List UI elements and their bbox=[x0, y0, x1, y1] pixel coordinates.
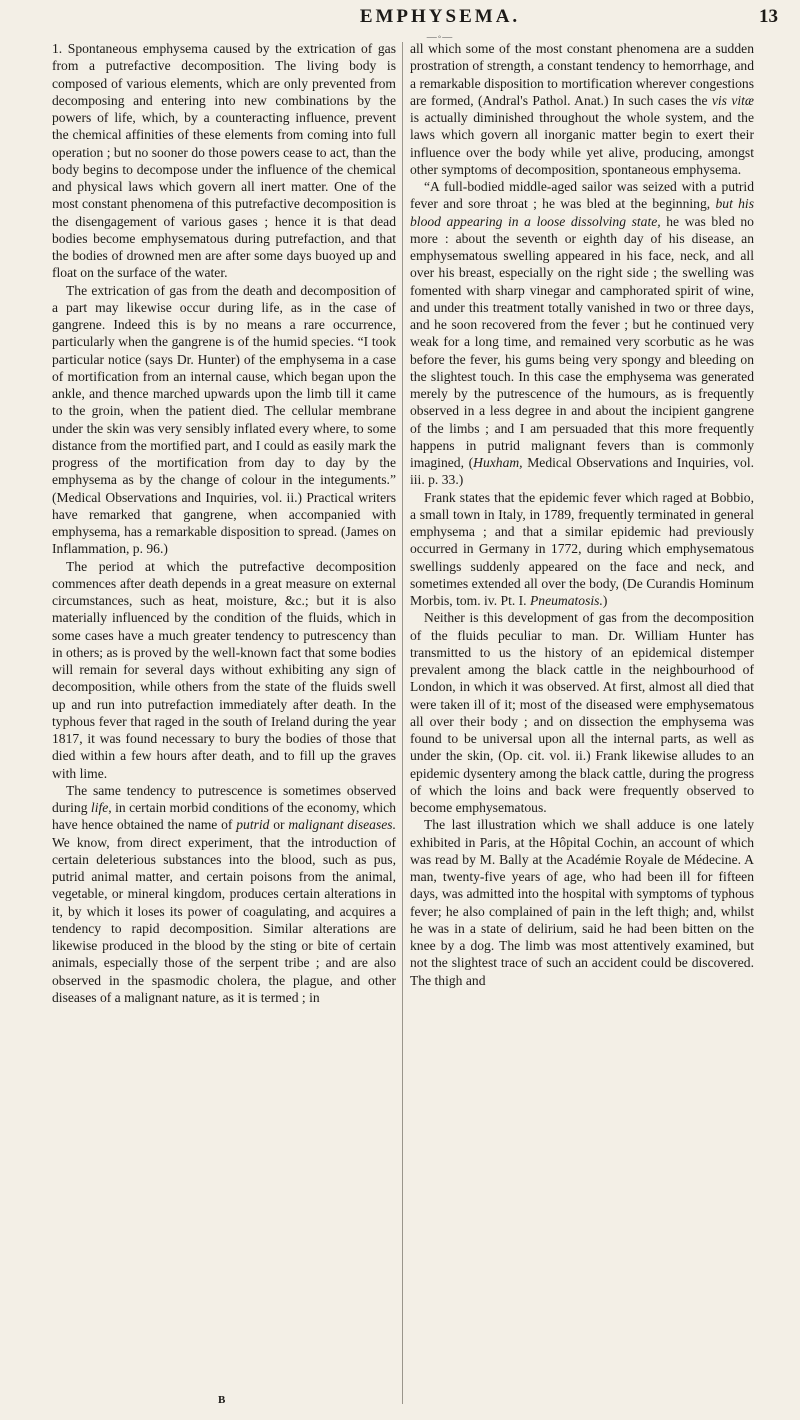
paragraph-gangrene: The extrication of gas from the death and decomposition of a part may likewise occur during life, as in the case of gangrene. Indeed this is by no means a rare occurrence, particularly when the gangrene is of the humid species. “I took particular notice (says Dr. Hunter) of the emphysema in a case of mortification from an internal cause, which began upon the ankle, and thence marched upwards upon the limb till it came to the groin, when the patient died. The cellular membrane under the skin was very sensibly inflated every where, to some distance from the mortified part, and I could as easily mark the progress of the mortification from day to day by the emphysema as by the change of colour in the integuments.” (Medical Observations and Inquiries, vol. ii.) Practical writers have remarked that gangrene, when accompanied with emphysema, has a remarkable disposition to spread. (James on Inflammation, p. 96.) bbox=[52, 282, 396, 557]
italic-life: life bbox=[90, 800, 109, 815]
paragraph-cattle-distemper: Neither is this development of gas from the decomposition of the fluids peculiar to man. Dr. William Hunter has transmitted to us the history of an epidemical distemper prevalent among the black cattle in the neighbourhood of London, in which it was observed. At first, almost all died that were taken ill of it; most of the diseased were emphysematous all over their body ; and on dissection the emphysema was found to be universal upon all the internal parts, as well as under the skin, (Op. cit. vol. ii.) Frank likewise alludes to an epidemic dysentery among the black cattle, during the progress of which the loins and back were frequently observed to become emphysematous. bbox=[410, 610, 754, 815]
page-header bbox=[90, 6, 790, 43]
text-run: “A full-bodied middle-aged sailor was seized with a putrid fever and sore throat ; he was bled at the beginning, bbox=[410, 179, 754, 212]
text-run: , in certain morbid conditions of the economy, which have hence obtained the name of bbox=[52, 800, 397, 833]
paragraph-spontaneous-emphysema: 1. Spontaneous emphysema caused by the extrication of gas from a putrefactive decomposition. The living body is composed of various elements, which are only prevented from decomposing and entering into new combinations by the powers of life, which, by a counteracting influence, prevent the chemical affinities of these elements from coming into full operation ; but no sooner do those powers cease to act, than the body begins to decompose under the influence of the chemical and physical laws which govern all inert matter. One of the most constant phenomena of this putrefactive decomposition is the disengagement of various gases ; hence it is that dead bodies become emphysematous during putrefaction, and that the bodies of drowned men are after some days buoyed up and float on the surface of the water. bbox=[52, 41, 396, 281]
paragraph-hopital-cochin: The last illustration which we shall adduce is one lately exhibited in Paris, at the Hôpital Cochin, an account of which was read by M. Bally at the Académie Royale de Médecine. A man, twenty-five years of age, who had been ill for fifteen days, was admitted into the hospital with symptoms of typhous fever; he also complained of pain in the left thigh; and, whilst he was in a state of delirium, said he had been bitten on the knee by a dog. The limb was most attentively examined, but not the slightest trace of such an accident could be discovered. The thigh and bbox=[410, 817, 754, 988]
text-run: Frank states that the epidemic fever which raged at Bobbio, a small town in Italy, in 1789, frequently terminated in general emphysema ; and that a similar epidemic had previously occurred in Germany in 1772, during which emphysematous swellings suddenly appeared on the face and neck, and sometimes extended all over the body, (De Curandis Hominum Morbis, tom. iv. Pt. I. bbox=[410, 489, 754, 608]
text-run: or bbox=[269, 817, 289, 833]
text-run: Medical Observations and Inquiries, vol. iii. p. 33.) bbox=[410, 455, 754, 488]
left-column bbox=[52, 40, 396, 1006]
italic-pneumatosis: Pneumatosis. bbox=[529, 593, 603, 608]
text-run: ) bbox=[602, 593, 608, 608]
paragraph-sailor-case bbox=[410, 178, 754, 489]
paragraph-frank-epidemic bbox=[410, 489, 754, 610]
signature-mark: B bbox=[218, 1394, 226, 1406]
paragraph-malignant-diseases bbox=[52, 782, 396, 1006]
column-divider bbox=[402, 42, 403, 1404]
text-run: The same tendency to putrescence is sometimes observed during bbox=[52, 782, 396, 815]
text-run: is actually diminished throughout the whole system, and the laws which govern all inorganic matter begin to exert their influence over the body while yet alive, producing, amongst other symptoms of decomposition, spontaneous emphysema. bbox=[410, 110, 754, 177]
paragraph-continuation bbox=[410, 40, 754, 178]
italic-malignant: malignant diseases. bbox=[288, 817, 396, 833]
text-run: We know, from direct experiment, that the introduction of certain deleterious substances into the blood, such as pus, putrid animal matter, and certain poisons from the animal, vegetable, or mineral kingdom, produces certain alterations in it, by which it loses its power of coagulating, and acquires a tendency to rapid decomposition. Similar alterations are likewise produced in the blood by the sting or bite of certain animals, especially those of the serpent tribe ; and are also observed in the spasmodic cholera, the plague, and other diseases of a malignant nature, as it is termed ; in bbox=[52, 834, 396, 1005]
paragraph-putrefaction-period: The period at which the putrefactive decomposition commences after death depends in a great measure on external circumstances, such as heat, moisture, &c.; but it is also materially influenced by the condition of the fluids, which in some cases have a much greater tendency to putrescency than in others; as is proved by the well-known fact that some bodies will remain for several days without exhibiting any sign of decomposition, while others from the state of the fluids swell up and run into putrefaction immediately after death. In the typhous fever that raged in the south of Ireland during the year 1817, it was found necessary to bury the bodies of those that died within a few hours after death, and to fill up the graves with lime. bbox=[52, 558, 396, 781]
right-column bbox=[410, 40, 754, 989]
italic-vis-vitae: vis vitæ bbox=[711, 92, 754, 108]
italic-huxham: Huxham, bbox=[473, 455, 523, 470]
italic-putrid: putrid bbox=[236, 817, 270, 833]
page-number: 13 bbox=[759, 6, 778, 27]
header-ornament: —◦— bbox=[426, 32, 454, 43]
text-run: all which some of the most constant phenomena are a sudden prostration of strength, a constant tendency to hemorrhage, and a remarkable disposition to mortification wherever congestions are formed, (Andral's Pathol. Anat.) In such cases the bbox=[410, 41, 754, 108]
italic-blood-state: but his blood appearing in a loose dissolving state, bbox=[410, 196, 754, 229]
running-title: EMPHYSEMA. bbox=[359, 6, 521, 27]
text-run: he was bled no more : about the seventh or eighth day of his disease, an emphysematous swelling appeared in his face, neck, and all over his breast, especially on the right side ; the swelling was fomented with sharp vinegar and camphorated spirit of wine, and under this treatment totally vanished in two or three days, and he soon recovered from the fever ; but he continued very weak for a long time, and remained very scorbutic as he was before the fever, his gums being very spongy and bleeding on the slightest touch. In this case the emphysema was generated merely by the putrescence of the humours, as is frequently observed in a less degree in and about the incipient gangrene of the limbs ; and I am persuaded that this more frequently happens in putrid malignant fevers than is commonly imagined, ( bbox=[410, 213, 754, 470]
